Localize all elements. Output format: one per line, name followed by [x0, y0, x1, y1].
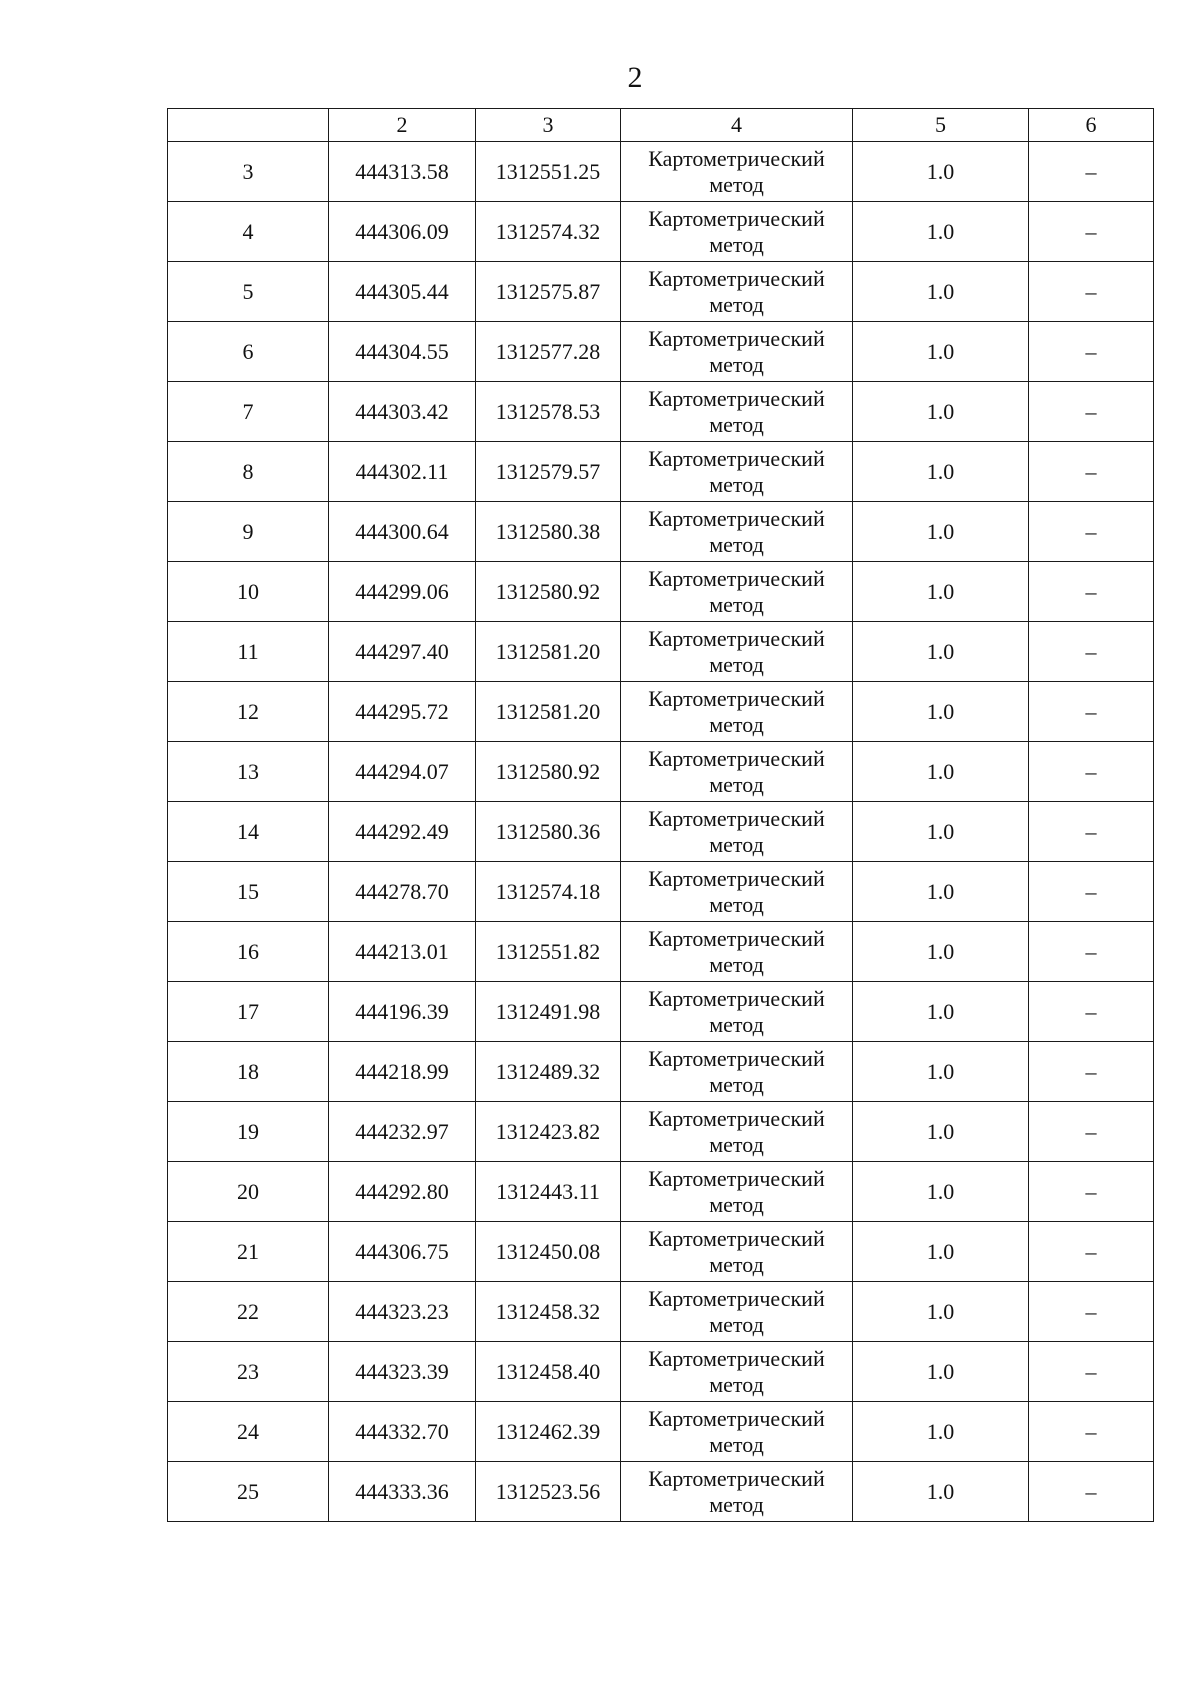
x-coordinate-cell: 444302.11: [329, 442, 476, 502]
table-row: [168, 922, 1154, 982]
y-coordinate-cell: 1312491.98: [476, 982, 621, 1042]
table-row: [168, 742, 1154, 802]
method-line-2: метод: [709, 1131, 764, 1157]
table-row: [168, 382, 1154, 442]
y-coordinate-cell: 1312580.38: [476, 502, 621, 562]
note-cell: –: [1029, 1042, 1154, 1102]
method-line-1: Картометрический: [648, 1465, 825, 1491]
y-coordinate-cell: 1312458.40: [476, 1342, 621, 1402]
table-row: [168, 1342, 1154, 1402]
note-cell: –: [1029, 1462, 1154, 1522]
y-coordinate-cell: 1312578.53: [476, 382, 621, 442]
x-coordinate-cell: 444213.01: [329, 922, 476, 982]
y-coordinate-cell: 1312450.08: [476, 1222, 621, 1282]
table-row: [168, 1042, 1154, 1102]
accuracy-cell: 1.0: [853, 1162, 1029, 1222]
header-col-2: 2: [329, 109, 476, 142]
point-number-cell: 11: [168, 622, 329, 682]
accuracy-cell: 1.0: [853, 382, 1029, 442]
accuracy-cell: 1.0: [853, 922, 1029, 982]
header-col-1: [168, 109, 329, 142]
note-cell: –: [1029, 682, 1154, 742]
method-line-1: Картометрический: [648, 445, 825, 471]
method-line-1: Картометрический: [648, 1105, 825, 1131]
point-number-cell: 16: [168, 922, 329, 982]
x-coordinate-cell: 444313.58: [329, 142, 476, 202]
method-line-1: Картометрический: [648, 325, 825, 351]
note-cell: –: [1029, 442, 1154, 502]
table-row: [168, 322, 1154, 382]
note-cell: –: [1029, 1282, 1154, 1342]
point-number-cell: 19: [168, 1102, 329, 1162]
method-cell: [621, 442, 853, 502]
accuracy-cell: 1.0: [853, 862, 1029, 922]
note-cell: –: [1029, 802, 1154, 862]
method-line-1: Картометрический: [648, 805, 825, 831]
method-line-1: Картометрический: [648, 1345, 825, 1371]
table-row: [168, 442, 1154, 502]
x-coordinate-cell: 444332.70: [329, 1402, 476, 1462]
y-coordinate-cell: 1312581.20: [476, 682, 621, 742]
table-row: [168, 1462, 1154, 1522]
table-row: [168, 982, 1154, 1042]
y-coordinate-cell: 1312423.82: [476, 1102, 621, 1162]
method-line-1: Картометрический: [648, 205, 825, 231]
point-number-cell: 5: [168, 262, 329, 322]
method-line-2: метод: [709, 1011, 764, 1037]
point-number-cell: 3: [168, 142, 329, 202]
method-cell: [621, 1282, 853, 1342]
y-coordinate-cell: 1312581.20: [476, 622, 621, 682]
method-cell: [621, 1162, 853, 1222]
method-cell: [621, 1102, 853, 1162]
table-row: [168, 1402, 1154, 1462]
point-number-cell: 14: [168, 802, 329, 862]
point-number-cell: 9: [168, 502, 329, 562]
method-line-1: Картометрический: [648, 925, 825, 951]
x-coordinate-cell: 444323.23: [329, 1282, 476, 1342]
accuracy-cell: 1.0: [853, 1402, 1029, 1462]
method-cell: [621, 322, 853, 382]
x-coordinate-cell: 444218.99: [329, 1042, 476, 1102]
note-cell: –: [1029, 622, 1154, 682]
point-number-cell: 22: [168, 1282, 329, 1342]
accuracy-cell: 1.0: [853, 622, 1029, 682]
table-row: [168, 802, 1154, 862]
table-row: [168, 1162, 1154, 1222]
header-col-5: 5: [853, 109, 1029, 142]
x-coordinate-cell: 444306.75: [329, 1222, 476, 1282]
page-number: 2: [627, 61, 643, 94]
method-cell: [621, 262, 853, 322]
y-coordinate-cell: 1312580.92: [476, 742, 621, 802]
method-line-2: метод: [709, 1191, 764, 1217]
method-line-1: Картометрический: [648, 745, 825, 771]
point-number-cell: 4: [168, 202, 329, 262]
method-line-2: метод: [709, 531, 764, 557]
x-coordinate-cell: 444292.80: [329, 1162, 476, 1222]
x-coordinate-cell: 444278.70: [329, 862, 476, 922]
method-line-1: Картометрический: [648, 1285, 825, 1311]
note-cell: –: [1029, 1162, 1154, 1222]
method-cell: [621, 382, 853, 442]
method-line-1: Картометрический: [648, 1405, 825, 1431]
accuracy-cell: 1.0: [853, 1342, 1029, 1402]
method-cell: [621, 1042, 853, 1102]
x-coordinate-cell: 444294.07: [329, 742, 476, 802]
x-coordinate-cell: 444292.49: [329, 802, 476, 862]
note-cell: –: [1029, 1222, 1154, 1282]
note-cell: –: [1029, 1102, 1154, 1162]
point-number-cell: 13: [168, 742, 329, 802]
note-cell: –: [1029, 322, 1154, 382]
note-cell: –: [1029, 742, 1154, 802]
note-cell: –: [1029, 262, 1154, 322]
method-cell: [621, 1222, 853, 1282]
y-coordinate-cell: 1312580.36: [476, 802, 621, 862]
method-line-2: метод: [709, 1431, 764, 1457]
accuracy-cell: 1.0: [853, 1282, 1029, 1342]
note-cell: –: [1029, 982, 1154, 1042]
table-row: [168, 622, 1154, 682]
method-cell: [621, 202, 853, 262]
note-cell: –: [1029, 202, 1154, 262]
method-cell: [621, 142, 853, 202]
method-line-1: Картометрический: [648, 265, 825, 291]
method-line-2: метод: [709, 891, 764, 917]
method-line-2: метод: [709, 1371, 764, 1397]
table-row: [168, 682, 1154, 742]
accuracy-cell: 1.0: [853, 262, 1029, 322]
method-line-2: метод: [709, 711, 764, 737]
method-cell: [621, 1402, 853, 1462]
method-cell: [621, 922, 853, 982]
method-line-2: метод: [709, 951, 764, 977]
table-row: [168, 1222, 1154, 1282]
x-coordinate-cell: 444305.44: [329, 262, 476, 322]
y-coordinate-cell: 1312551.25: [476, 142, 621, 202]
accuracy-cell: 1.0: [853, 142, 1029, 202]
method-line-2: метод: [709, 171, 764, 197]
point-number-cell: 10: [168, 562, 329, 622]
method-cell: [621, 562, 853, 622]
accuracy-cell: 1.0: [853, 682, 1029, 742]
method-cell: [621, 502, 853, 562]
point-number-cell: 23: [168, 1342, 329, 1402]
y-coordinate-cell: 1312462.39: [476, 1402, 621, 1462]
y-coordinate-cell: 1312443.11: [476, 1162, 621, 1222]
note-cell: –: [1029, 502, 1154, 562]
y-coordinate-cell: 1312579.57: [476, 442, 621, 502]
method-cell: [621, 742, 853, 802]
point-number-cell: 17: [168, 982, 329, 1042]
point-number-cell: 21: [168, 1222, 329, 1282]
note-cell: –: [1029, 382, 1154, 442]
coordinates-table: [167, 108, 1154, 1522]
point-number-cell: 24: [168, 1402, 329, 1462]
method-line-1: Картометрический: [648, 505, 825, 531]
method-line-2: метод: [709, 831, 764, 857]
point-number-cell: 12: [168, 682, 329, 742]
method-line-1: Картометрический: [648, 1225, 825, 1251]
method-line-1: Картометрический: [648, 565, 825, 591]
x-coordinate-cell: 444297.40: [329, 622, 476, 682]
accuracy-cell: 1.0: [853, 322, 1029, 382]
x-coordinate-cell: 444299.06: [329, 562, 476, 622]
method-line-2: метод: [709, 591, 764, 617]
method-line-2: метод: [709, 1071, 764, 1097]
accuracy-cell: 1.0: [853, 562, 1029, 622]
table-row: [168, 1102, 1154, 1162]
y-coordinate-cell: 1312574.32: [476, 202, 621, 262]
x-coordinate-cell: 444300.64: [329, 502, 476, 562]
method-line-1: Картометрический: [648, 985, 825, 1011]
note-cell: –: [1029, 1402, 1154, 1462]
table-row: [168, 562, 1154, 622]
accuracy-cell: 1.0: [853, 742, 1029, 802]
point-number-cell: 25: [168, 1462, 329, 1522]
table-row: [168, 502, 1154, 562]
table-row: [168, 862, 1154, 922]
header-col-6: 6: [1029, 109, 1154, 142]
header-row: [168, 109, 1154, 142]
x-coordinate-cell: 444295.72: [329, 682, 476, 742]
method-cell: [621, 622, 853, 682]
method-cell: [621, 1462, 853, 1522]
method-line-2: метод: [709, 231, 764, 257]
x-coordinate-cell: 444232.97: [329, 1102, 476, 1162]
point-number-cell: 20: [168, 1162, 329, 1222]
method-line-2: метод: [709, 1311, 764, 1337]
note-cell: –: [1029, 562, 1154, 622]
accuracy-cell: 1.0: [853, 802, 1029, 862]
y-coordinate-cell: 1312458.32: [476, 1282, 621, 1342]
accuracy-cell: 1.0: [853, 982, 1029, 1042]
note-cell: –: [1029, 142, 1154, 202]
accuracy-cell: 1.0: [853, 502, 1029, 562]
method-line-2: метод: [709, 411, 764, 437]
point-number-cell: 15: [168, 862, 329, 922]
accuracy-cell: 1.0: [853, 202, 1029, 262]
point-number-cell: 18: [168, 1042, 329, 1102]
method-line-1: Картометрический: [648, 625, 825, 651]
y-coordinate-cell: 1312580.92: [476, 562, 621, 622]
method-line-2: метод: [709, 651, 764, 677]
method-line-2: метод: [709, 291, 764, 317]
header-col-3: 3: [476, 109, 621, 142]
table-header: [168, 109, 1154, 142]
x-coordinate-cell: 444303.42: [329, 382, 476, 442]
y-coordinate-cell: 1312574.18: [476, 862, 621, 922]
accuracy-cell: 1.0: [853, 1042, 1029, 1102]
note-cell: –: [1029, 1342, 1154, 1402]
y-coordinate-cell: 1312551.82: [476, 922, 621, 982]
method-line-1: Картометрический: [648, 1045, 825, 1071]
method-cell: [621, 682, 853, 742]
table-row: [168, 202, 1154, 262]
method-line-1: Картометрический: [648, 145, 825, 171]
method-line-1: Картометрический: [648, 685, 825, 711]
method-cell: [621, 862, 853, 922]
note-cell: –: [1029, 862, 1154, 922]
point-number-cell: 7: [168, 382, 329, 442]
note-cell: –: [1029, 922, 1154, 982]
method-line-2: метод: [709, 471, 764, 497]
table-row: [168, 262, 1154, 322]
accuracy-cell: 1.0: [853, 1102, 1029, 1162]
y-coordinate-cell: 1312577.28: [476, 322, 621, 382]
method-cell: [621, 1342, 853, 1402]
method-line-2: метод: [709, 771, 764, 797]
x-coordinate-cell: 444306.09: [329, 202, 476, 262]
y-coordinate-cell: 1312489.32: [476, 1042, 621, 1102]
point-number-cell: 6: [168, 322, 329, 382]
point-number-cell: 8: [168, 442, 329, 502]
x-coordinate-cell: 444304.55: [329, 322, 476, 382]
x-coordinate-cell: 444333.36: [329, 1462, 476, 1522]
method-line-2: метод: [709, 1251, 764, 1277]
y-coordinate-cell: 1312523.56: [476, 1462, 621, 1522]
y-coordinate-cell: 1312575.87: [476, 262, 621, 322]
method-cell: [621, 982, 853, 1042]
method-line-1: Картометрический: [648, 1165, 825, 1191]
x-coordinate-cell: 444196.39: [329, 982, 476, 1042]
table-row: [168, 142, 1154, 202]
method-line-2: метод: [709, 351, 764, 377]
accuracy-cell: 1.0: [853, 1462, 1029, 1522]
method-line-1: Картометрический: [648, 865, 825, 891]
method-line-2: метод: [709, 1491, 764, 1517]
header-col-4: 4: [621, 109, 853, 142]
method-line-1: Картометрический: [648, 385, 825, 411]
table-row: [168, 1282, 1154, 1342]
accuracy-cell: 1.0: [853, 1222, 1029, 1282]
accuracy-cell: 1.0: [853, 442, 1029, 502]
x-coordinate-cell: 444323.39: [329, 1342, 476, 1402]
method-cell: [621, 802, 853, 862]
table-body: [168, 142, 1154, 1522]
